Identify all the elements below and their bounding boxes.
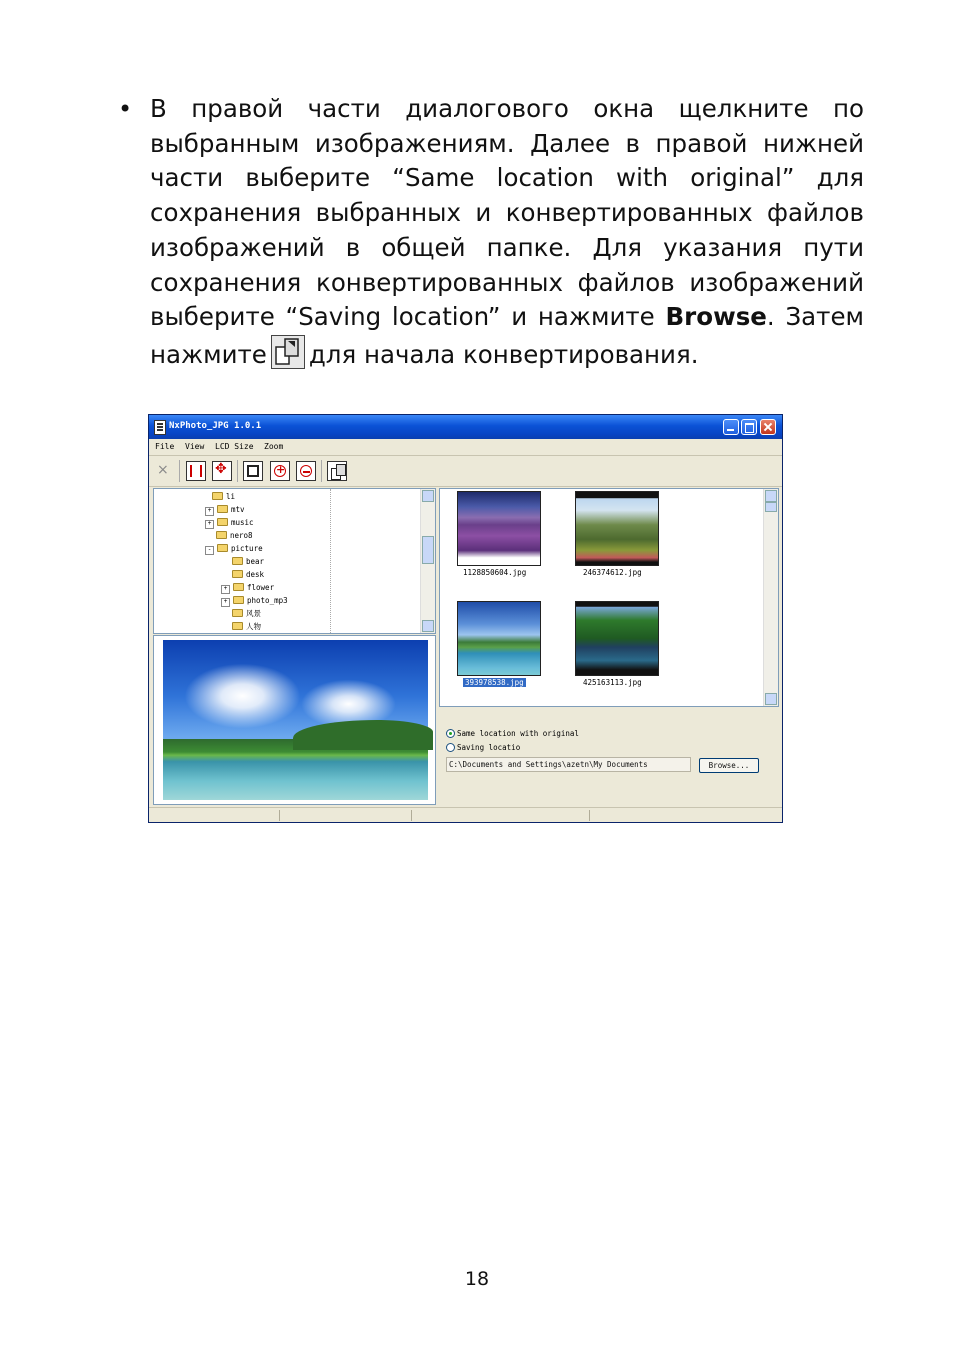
tree-item[interactable] bbox=[205, 542, 263, 555]
tree-item[interactable] bbox=[232, 607, 261, 620]
tree-item[interactable] bbox=[205, 503, 245, 516]
actual-size-icon[interactable] bbox=[243, 461, 263, 481]
convert-icon[interactable] bbox=[327, 461, 347, 481]
preview-hill bbox=[293, 720, 433, 750]
same-location-radio[interactable] bbox=[446, 729, 455, 738]
folder-icon bbox=[217, 518, 228, 526]
save-options bbox=[439, 709, 779, 805]
tree-item-label: 风景 bbox=[246, 609, 261, 618]
status-separator bbox=[411, 810, 412, 821]
same-location-option[interactable] bbox=[446, 729, 579, 738]
expand-icon[interactable]: + bbox=[221, 598, 230, 607]
status-separator bbox=[279, 810, 280, 821]
fullscreen-icon[interactable] bbox=[212, 461, 232, 481]
window-title: NxPhoto_JPG 1.0.1 bbox=[169, 421, 262, 431]
tree-item[interactable] bbox=[212, 490, 235, 503]
saving-location-option[interactable] bbox=[446, 743, 520, 752]
fit-width-icon[interactable] bbox=[186, 461, 206, 481]
folder-icon bbox=[212, 492, 223, 500]
menu-lcd-size[interactable]: LCD Size bbox=[215, 442, 254, 451]
folder-icon bbox=[233, 583, 244, 591]
tree-item-label: picture bbox=[231, 544, 263, 553]
tree-item-label: flower bbox=[247, 583, 275, 592]
paragraph-text-3: для начала конвертирования. bbox=[308, 339, 699, 369]
thumbnail-caption-selected: 393978538.jpg bbox=[465, 678, 524, 687]
tree-item-label: music bbox=[231, 518, 254, 527]
thumbnail-image-selected[interactable] bbox=[457, 601, 541, 676]
folder-icon bbox=[232, 557, 243, 565]
paragraph-text bbox=[150, 92, 864, 373]
close-x-icon[interactable]: × bbox=[157, 462, 169, 478]
tree-item[interactable] bbox=[232, 620, 261, 633]
tree-item[interactable] bbox=[216, 529, 253, 542]
folder-icon bbox=[232, 570, 243, 578]
status-separator bbox=[589, 810, 590, 821]
paragraph-bold-browse: Browse bbox=[665, 302, 767, 332]
toolbar-separator bbox=[179, 460, 180, 482]
saving-location-radio[interactable] bbox=[446, 743, 455, 752]
collapse-icon[interactable]: - bbox=[205, 546, 214, 555]
menu-zoom[interactable]: Zoom bbox=[264, 442, 284, 451]
tree-item[interactable] bbox=[221, 581, 274, 594]
menu-file[interactable]: File bbox=[155, 442, 175, 451]
tree-item-label: li bbox=[226, 492, 236, 501]
thumbnail-caption: 425163113.jpg bbox=[583, 678, 642, 687]
tree-item[interactable] bbox=[205, 516, 254, 529]
thumbnail-caption: 246374612.jpg bbox=[583, 568, 642, 577]
expand-icon[interactable]: + bbox=[221, 585, 230, 594]
tree-item-label: nero8 bbox=[230, 531, 253, 540]
tree-item-label: photo_mp3 bbox=[247, 596, 288, 605]
paragraph-text-1: В правой части диалогового окна щелкните по выбранным изображениям. Далее в правой нижней части выберите “Same location with original” для сохранения выбранных и конвертированных файлов изображений в общей папке. Для указания пути сохранения конвертированных файлов изображений выберите “Saving location” и нажмите bbox=[150, 94, 864, 332]
folder-icon bbox=[217, 505, 228, 513]
tree-guide-line bbox=[330, 489, 332, 634]
folder-tree[interactable] bbox=[153, 488, 436, 634]
menu-view[interactable]: View bbox=[185, 442, 205, 451]
paragraph-text-2: . Затем нажмите bbox=[150, 302, 865, 369]
minimize-button[interactable] bbox=[723, 419, 739, 435]
menu-bar bbox=[149, 439, 782, 456]
scroll-thumb[interactable] bbox=[765, 502, 777, 512]
toolbar bbox=[149, 456, 782, 487]
tree-item-label: 人物 bbox=[246, 622, 261, 631]
folder-icon bbox=[232, 622, 243, 630]
maximize-button[interactable] bbox=[741, 419, 757, 435]
tree-item[interactable] bbox=[232, 555, 264, 568]
toolbar-separator bbox=[237, 460, 238, 482]
folder-icon bbox=[217, 544, 228, 552]
zoom-out-icon[interactable] bbox=[296, 461, 316, 481]
expand-icon[interactable]: + bbox=[205, 507, 214, 516]
tree-item-label: desk bbox=[246, 570, 265, 579]
browse-button[interactable]: Browse... bbox=[699, 758, 759, 773]
thumbnail-panel[interactable] bbox=[439, 488, 779, 707]
image-preview bbox=[153, 635, 436, 805]
thumbnail-image[interactable] bbox=[575, 601, 659, 676]
toolbar-separator bbox=[321, 460, 322, 482]
scroll-down-icon[interactable] bbox=[422, 620, 434, 632]
tree-item-label: bear bbox=[246, 557, 265, 566]
preview-image bbox=[163, 640, 428, 800]
page-number: 18 bbox=[464, 1268, 490, 1290]
app-window bbox=[148, 414, 783, 823]
thumbnail-image[interactable] bbox=[575, 491, 659, 566]
scroll-up-icon[interactable] bbox=[765, 490, 777, 502]
convert-icon bbox=[271, 335, 305, 369]
scroll-down-icon[interactable] bbox=[765, 693, 777, 705]
title-bar[interactable] bbox=[149, 415, 782, 439]
folder-icon bbox=[232, 609, 243, 617]
save-path-field[interactable]: C:\Documents and Settings\azetn\My Documents bbox=[446, 757, 691, 772]
bullet: • bbox=[118, 95, 133, 123]
status-bar bbox=[149, 807, 782, 823]
saving-location-label: Saving locatio bbox=[457, 743, 521, 752]
tree-item[interactable] bbox=[232, 568, 264, 581]
expand-icon[interactable]: + bbox=[205, 520, 214, 529]
tree-item-label: mtv bbox=[231, 505, 245, 514]
thumbnail-caption: 1128850604.jpg bbox=[463, 568, 527, 577]
close-button[interactable] bbox=[760, 419, 776, 435]
folder-icon bbox=[233, 596, 244, 604]
zoom-in-icon[interactable] bbox=[270, 461, 290, 481]
thumbnail-scrollbar[interactable] bbox=[763, 489, 778, 706]
app-icon bbox=[154, 420, 166, 435]
folder-icon bbox=[216, 531, 227, 539]
scroll-up-icon[interactable] bbox=[422, 490, 434, 502]
same-location-label: Same location with original bbox=[457, 729, 579, 738]
scroll-thumb[interactable] bbox=[422, 536, 434, 564]
thumbnail-image[interactable] bbox=[457, 491, 541, 566]
instruction-paragraph bbox=[118, 92, 864, 373]
tree-scrollbar[interactable] bbox=[420, 489, 435, 633]
tree-item[interactable] bbox=[221, 594, 288, 607]
